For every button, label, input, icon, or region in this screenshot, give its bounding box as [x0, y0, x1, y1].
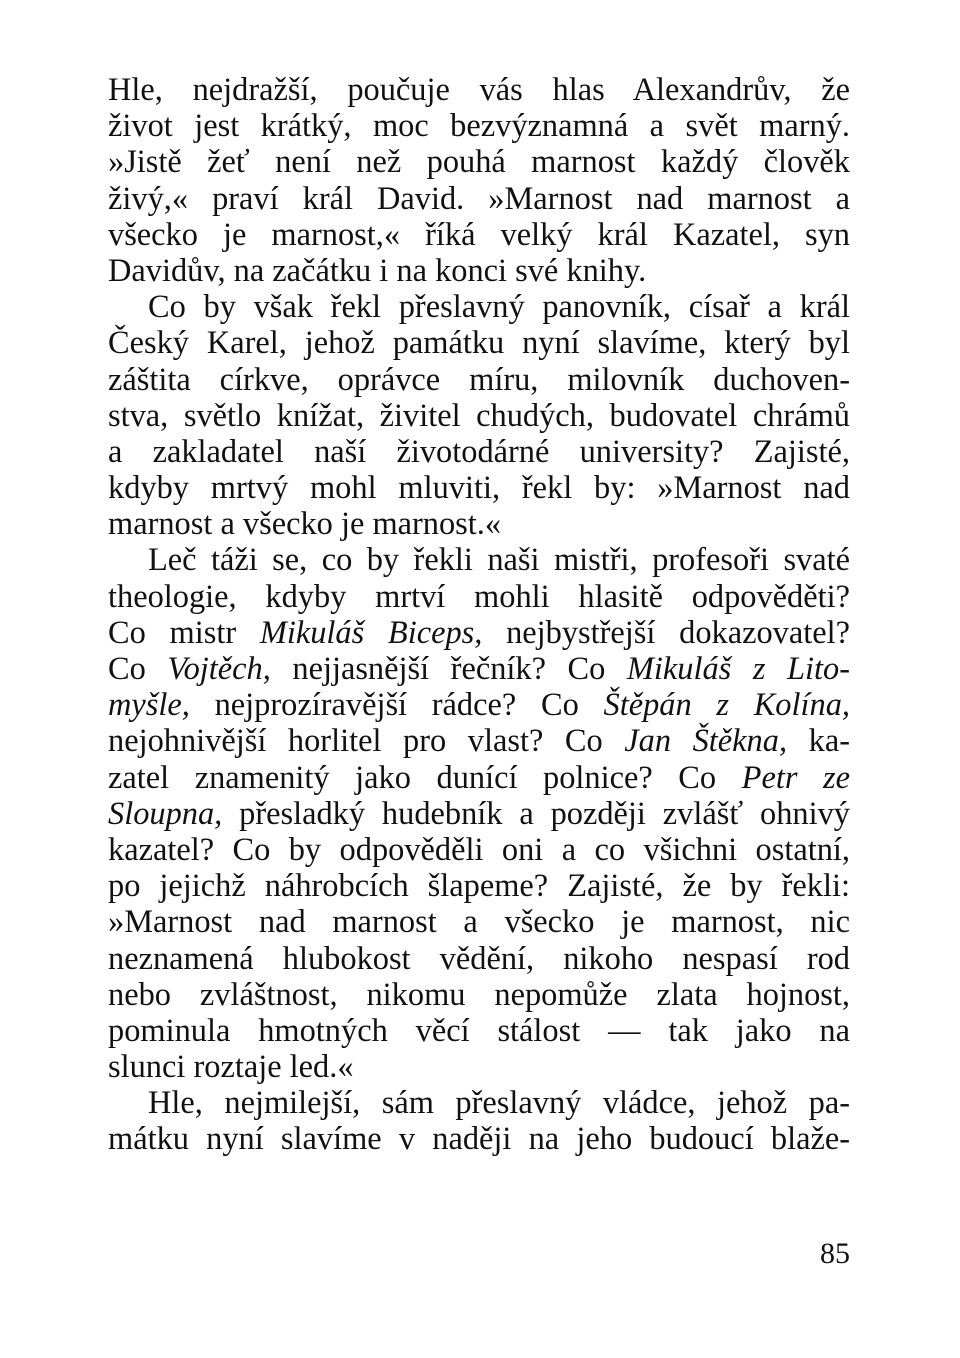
text-line	[108, 760, 850, 796]
text-line	[108, 217, 850, 253]
text-run: Hle, nejdražší, poučuje vás hlas Alexandrův, že	[108, 72, 850, 108]
text-run: Co by však řekl přeslavný panovník, císař a král	[148, 289, 850, 326]
text-run: theologie, kdyby mrtví mohli hlasitě odpověděti?	[108, 578, 850, 615]
text-line	[108, 362, 850, 398]
text-run: živý,« praví král David. »Marnost nad marnost a	[108, 180, 850, 217]
text-run: pominula hmotných věcí stálost — tak jako na	[108, 1012, 850, 1049]
italic-name: myšle,	[108, 687, 190, 724]
text-line	[108, 723, 850, 759]
text-line	[108, 977, 850, 1013]
text-run: »Jistě žeť není než pouhá marnost každý člověk	[108, 144, 850, 181]
text-run: kdyby mrtvý mohl mluviti, řekl by: »Marnost nad	[108, 470, 850, 507]
text-run: ka-	[787, 723, 850, 760]
text-line	[108, 470, 850, 506]
text-line	[108, 1085, 850, 1121]
text-run: slunci roztaje led.«	[108, 1049, 354, 1086]
text-line	[108, 253, 850, 289]
text-run: Co	[108, 651, 168, 687]
text-run: nejbystřejší dokazovatel?	[482, 614, 850, 651]
text-line	[108, 941, 850, 977]
text-run: neznamená hlubokost vědění, nikoho nespasí rod	[108, 940, 850, 977]
italic-name: Vojtěch,	[167, 651, 271, 687]
italic-name: Jan Štěkna,	[624, 723, 788, 760]
text-run: nejjasnější řečník? Co	[270, 651, 627, 687]
text-run: Co mistr	[108, 614, 260, 651]
text-line	[108, 796, 850, 832]
body-text	[108, 72, 850, 1158]
text-run: všecko je marnost,« říká velký král Kazatel, syn	[108, 216, 850, 253]
text-run: nejohnivější horlitel pro vlast? Co	[108, 723, 625, 760]
text-run: přesladký hudebník a později zvlášť ohnivý	[222, 795, 850, 832]
text-line	[108, 72, 850, 108]
text-line	[108, 289, 850, 325]
text-line	[108, 1049, 850, 1085]
text-line	[108, 325, 850, 361]
text-run: po jejichž náhrobcích šlapeme? Zajisté, že by řekli:	[108, 868, 850, 905]
text-run: Davidův, na začátku i na konci své knihy.	[108, 252, 647, 289]
text-line	[108, 651, 850, 687]
text-run: nebo zvláštnost, nikomu nepomůže zlata hojnost,	[108, 976, 850, 1013]
text-run: marnost a všecko je marnost.«	[108, 506, 502, 543]
text-line	[108, 542, 850, 578]
text-run: »Marnost nad marnost a všecko je marnost, nic	[108, 904, 850, 941]
text-line	[108, 1121, 850, 1157]
italic-name: Mikuláš Biceps,	[259, 614, 483, 651]
text-run: život jest krátký, moc bezvýznamná a svět marný.	[108, 108, 850, 145]
text-run: stva, světlo knížat, živitel chudých, budovatel chrámů	[108, 397, 850, 434]
text-run: zatel znamenitý jako dunící polnice? Co	[108, 759, 742, 796]
text-line	[108, 144, 850, 180]
italic-name: Štěpán z Kolína,	[603, 687, 850, 724]
text-run: Leč táži se, co by řekli naši mistři, profesoři svaté	[148, 542, 850, 579]
text-run: kazatel? Co by odpověděli oni a co všichni ostatní,	[108, 831, 850, 868]
text-run: a zakladatel naší životodárné university? Zajisté,	[108, 433, 850, 470]
text-line	[108, 506, 850, 542]
text-line	[108, 868, 850, 904]
text-line	[108, 398, 850, 434]
page-number: 85	[820, 1237, 850, 1270]
text-line	[108, 615, 850, 651]
text-run: mátku nyní slavíme v naději na jeho budoucí blaže-	[108, 1121, 850, 1158]
text-line	[108, 1013, 850, 1049]
text-run: nejprozíravější rádce? Co	[189, 687, 604, 724]
text-line	[108, 181, 850, 217]
text-run: Hle, nejmilejší, sám přeslavný vládce, jehož pa-	[148, 1085, 850, 1122]
italic-name: Sloupna,	[108, 795, 223, 832]
text-line	[108, 904, 850, 940]
text-line	[108, 687, 850, 723]
text-run: záštita církve, oprávce míru, milovník duchoven-	[108, 361, 850, 398]
text-line	[108, 108, 850, 144]
text-line	[108, 434, 850, 470]
text-line	[108, 579, 850, 615]
text-line	[108, 832, 850, 868]
text-run: Český Karel, jehož památku nyní slavíme, který byl	[108, 325, 850, 362]
italic-name: Mikuláš z Lito-	[626, 651, 850, 687]
italic-name: Petr ze	[741, 759, 850, 796]
